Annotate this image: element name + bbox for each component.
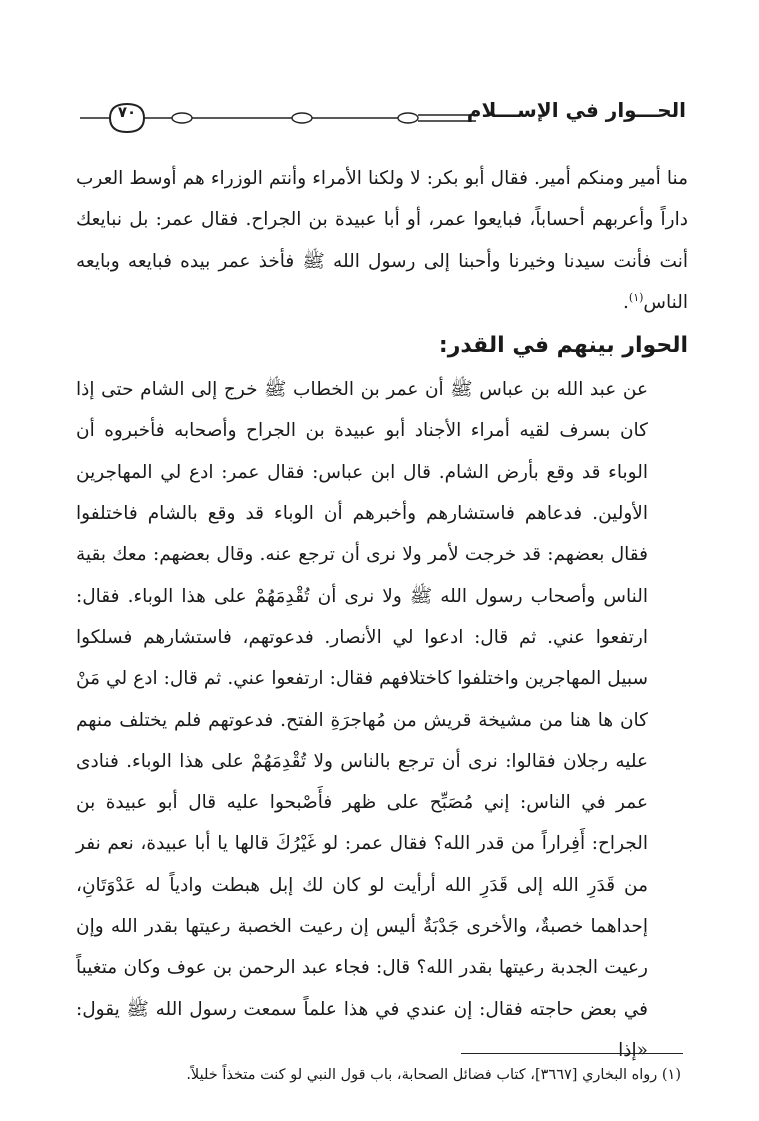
running-header <box>80 96 688 140</box>
footnote: (١) رواه البخاري [٣٦٦٧]، كتاب فضائل الصحابة، باب قول النبي لو كنت متخذاً خليلاً. <box>186 1067 681 1083</box>
paragraph-2: عن عبد الله بن عباس ﷺ أن عمر بن الخطاب ﷺ خرج إلى الشام حتى إذا كان بسرف لقيه أمراء الأجناد أبو عبيدة بن الجراح وأصحابه فأخبروه أن الوباء قد وقع بأرض الشام. قال ابن عباس: فقال عمر: ادع لي المهاجرين الأولين. فدعاهم فاستشارهم وأخبرهم أن الوباء قد وقع بالشام فاختلفوا فقال بعضهم: قد خرجت لأمر ولا نرى أن ترجع عنه. وقال بعضهم: معك بقية الناس وأصحاب رسول الله ﷺ ولا نرى أن تُقْدِمَهُمْ على هذا الوباء. فقال: ارتفعوا عني. ثم قال: ادعوا لي الأنصار. فدعوتهم، فاستشارهم فسلكوا سبيل المهاجرين واختلفوا كاختلافهم فقال: ارتفعوا عني. ثم قال: ادع لي مَنْ كان ها هنا من مشيخة قريش من مُهاجرَةِ الفتح. فدعوتهم فلم يختلف منهم عليه رجلان فقالوا: نرى أن ترجع بالناس ولا تُقْدِمَهُمْ على هذا الوباء. فنادى عمر في الناس: إني مُصَبِّح على ظهر فأَصْبحوا عليه قال أبو عبيدة بن الجراح: أَفِراراً من قدر الله؟ فقال عمر: لو غَيْرُكَ قالها يا أبا عبيدة، نعم نفر من قَدَرِ الله إلى قَدَرِ الله أرأيت لو كان لك إبل هبطت وادياً له عَدْوَتَانِ، إحداهما خصبةٌ، والأخرى جَدْبَةٌ أليس إن رعيت الخصبة رعيتها بقدر الله وإن رعيت الجدبة رعيتها بقدر الله؟ قال: فجاء عبد الرحمن بن عوف وكان متغيباً في بعض حاجته فقال: إن عندي في هذا علماً سمعت رسول الله ﷺ يقول: «إذا <box>76 379 648 1061</box>
paragraph-1-text: منا أمير ومنكم أمير. فقال أبو بكر: لا ولكنا الأمراء وأنتم الوزراء هم أوسط العرب داراً وأعربهم أحساباً، فبايعوا عمر، أو أبا عبيدة بن الجراح. فقال عمر: بل نبايعك أنت فأنت سيدنا وخيرنا وأحبنا إلى رسول الله ﷺ فأخذ عمر بيده فبايعه وبايعه الناس <box>76 168 688 313</box>
paragraph-1 <box>76 158 688 323</box>
page-body <box>76 158 688 1071</box>
header-title: الحـــوار في الإســـلام <box>466 98 686 122</box>
paragraph-1-end: . <box>623 291 629 313</box>
footnote-divider <box>461 1053 683 1054</box>
page-number: ٧٠ <box>117 103 137 121</box>
section-heading: الحوار بينهم في القدر: <box>438 333 688 359</box>
footnote-ref: (١) <box>628 290 644 304</box>
